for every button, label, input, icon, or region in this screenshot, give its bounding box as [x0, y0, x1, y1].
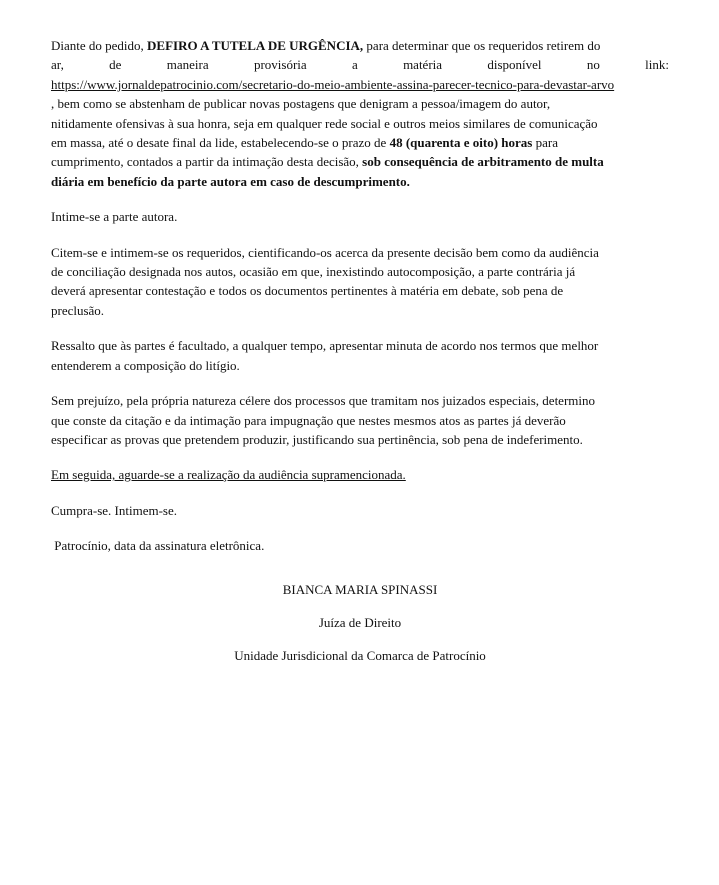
signature-block — [51, 582, 669, 664]
document-body — [51, 36, 669, 572]
signer-name: BIANCA MARIA SPINASSI — [282, 582, 438, 597]
paragraph-cumpra-se: Cumpra-se. Intimem-se. — [51, 502, 177, 518]
court-unit: Unidade Jurisdicional da Comarca de Patrocínio — [234, 648, 486, 663]
text-line: em massa, até o desate final da lide, estabelecendo-se o prazo de 48 (quarenta e oito) horas para — [51, 135, 558, 151]
text-line: Citem-se e intimem-se os requeridos, cientificando-os acerca da presente decisão bem como da audiência — [51, 244, 599, 260]
text-line: Sem prejuízo, pela própria natureza célere dos processos que tramitam nos juizados especiais, determino — [51, 393, 596, 409]
news-article-link[interactable]: https://www.jornaldepatrocinio.com/secretario-do-meio-ambiente-assina-parecer-tecnico-para-devastar-arvo — [51, 76, 615, 92]
text-line: de conciliação designada nos autos, ocasião em que, inexistindo autocomposição, a parte contrária já — [51, 264, 576, 280]
paragraph-sem-prejuizo — [51, 391, 669, 449]
paragraph-tutela — [51, 36, 669, 191]
place-and-date: Patrocínio, data da assinatura eletrônica. — [51, 538, 265, 554]
text-line: especificar as provas que pretendem produzir, justificando sua pertinência, sob pena de indeferimento. — [51, 431, 583, 447]
text-line: entenderem a composição do litígio. — [51, 357, 240, 373]
underlined-text: Em seguida, aguarde-se a realização da audiência supramencionada. — [51, 467, 406, 483]
bold-phrase: sob consequência de arbitramento de multa — [362, 154, 604, 170]
signer-role: Juíza de Direito — [318, 615, 402, 630]
text-line: cumprimento, contados a partir da intimação desta decisão, sob consequência de arbitramento de multa — [51, 154, 604, 170]
bold-phrase: DEFIRO A TUTELA DE URGÊNCIA, — [147, 38, 364, 53]
text-line: Diante do pedido, DEFIRO A TUTELA DE URGÊNCIA, para determinar que os requeridos retirem do — [51, 38, 601, 53]
text-line: Ressalto que às partes é facultado, a qualquer tempo, apresentar minuta de acordo nos termos que melhor — [51, 338, 599, 354]
bold-phrase: diária em benefício da parte autora em caso de descumprimento. — [51, 173, 410, 189]
paragraph-intime: Intime-se a parte autora. — [51, 209, 178, 225]
text-line: ar, de maneira provisória a matéria disponível no link: — [51, 57, 669, 73]
paragraph-ressalto — [51, 336, 669, 375]
text-line: nitidamente ofensivas à sua honra, seja em qualquer rede social e outros meios similares de comunicação — [51, 115, 598, 131]
text-line: que conste da citação e da intimação para impugnação que nestes mesmos atos as partes já deverão — [51, 412, 566, 428]
text-line: preclusão. — [51, 302, 105, 318]
paragraph-em-seguida — [51, 465, 669, 484]
bold-phrase: 48 (quarenta e oito) horas — [389, 135, 533, 151]
text-line: , bem como se abstenham de publicar novas postagens que denigram a pessoa/imagem do autor, — [51, 96, 551, 112]
paragraph-citem — [51, 243, 669, 321]
text-line: deverá apresentar contestação e todos os documentos pertinentes à matéria em debate, sob pena de — [51, 283, 564, 299]
